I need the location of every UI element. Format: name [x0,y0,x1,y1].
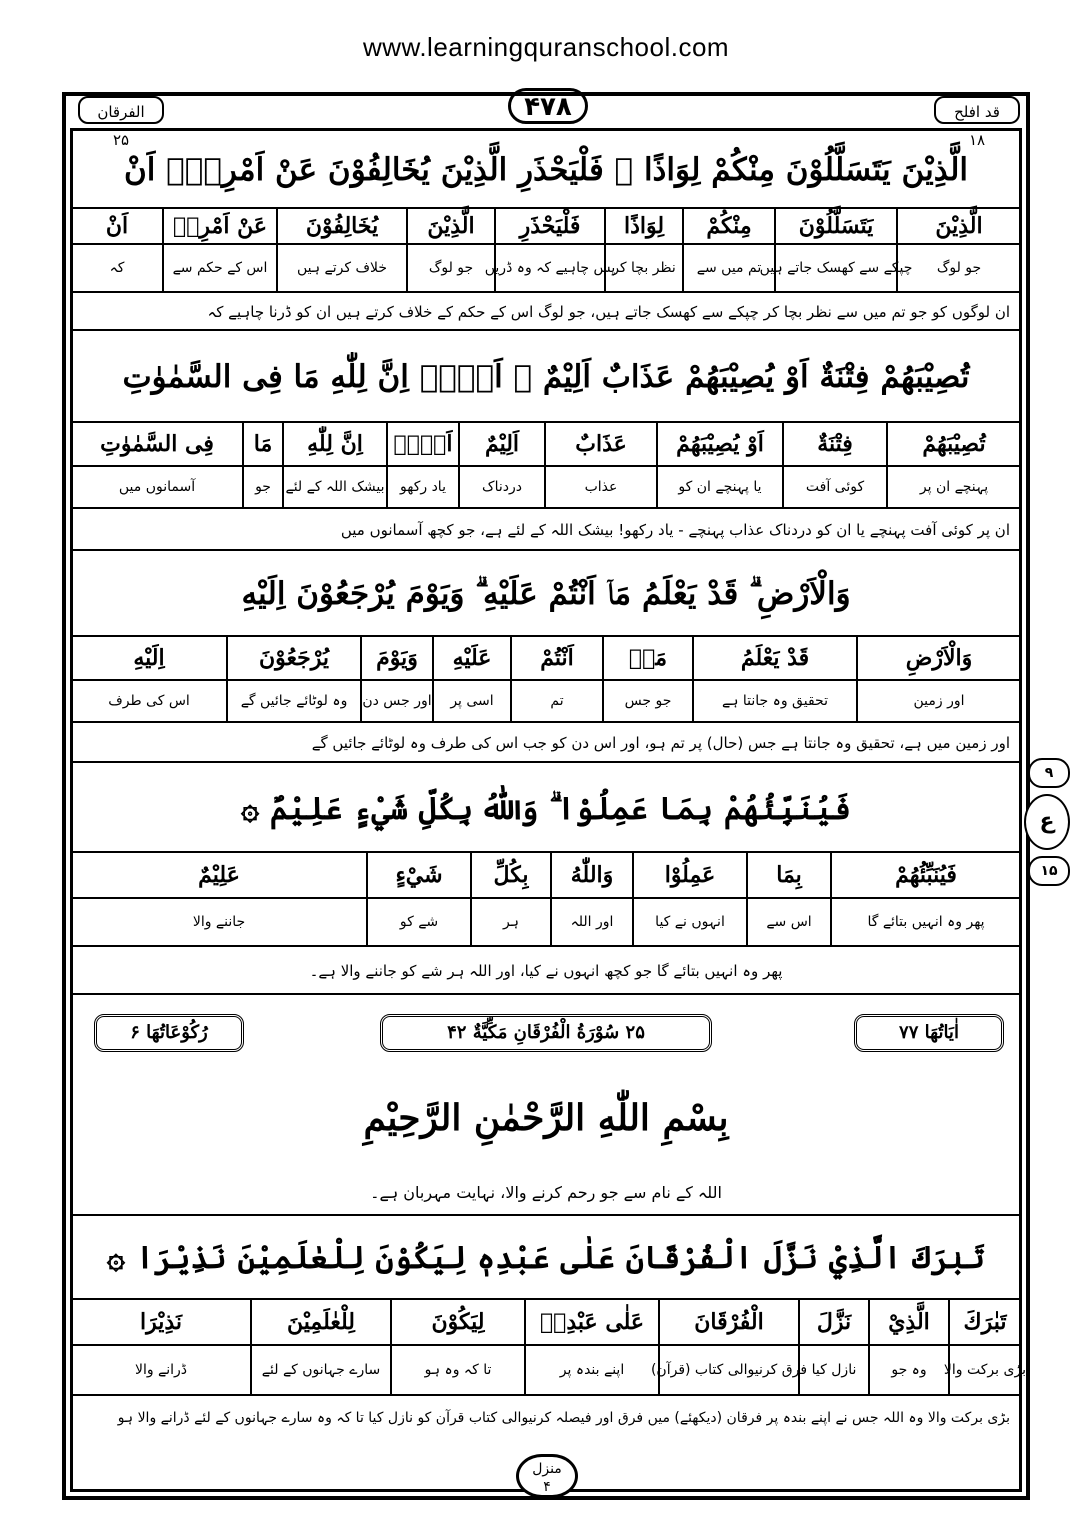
word-urdu: اس سے [746,899,830,945]
word-arabic-row [72,423,1020,467]
word-arabic: فَلْيَحْذَرِ [494,209,604,243]
urdu-translation: ان لوگوں کو جو تم میں سے نظر بچا کر چپکے سے کھسک جاتے ہیں، جو لوگ اس کے حکم کے خلاف کرتے ہیں ان کو ڈرنا چاہیے کہ [72,293,1020,331]
word-arabic: يَتَسَلَّلُوْنَ [774,209,896,243]
word-urdu: نظر بچا کر [604,245,682,291]
word-arabic: مِنْكُمْ [682,209,774,243]
word-arabic: اِنَّ لِلّٰهِ [282,423,386,465]
word-arabic: مَا [242,423,282,465]
word-urdu: ڈرانے والا [134,1362,188,1378]
word-urdu: شے کو [366,899,470,945]
word-urdu: خلاف کرتے ہیں [276,245,406,291]
word-arabic: قَدْ يَعْلَمُ [692,637,856,679]
word-arabic: فِتْنَةٌ [782,423,886,465]
word-urdu: نازل کیا [798,1346,868,1394]
word-arabic: لِوَاذًا [604,209,682,243]
word-arabic: عَذَابٌ [544,423,656,465]
word-urdu: اور اللہ [550,899,632,945]
word-urdu: دردناک [458,467,544,507]
word-urdu: بڑی برکت والا [948,1346,1020,1394]
word-urdu: چپکے سے کھسک جاتے ہیں [774,245,896,291]
word-arabic: بِمَا [746,853,830,897]
bismillah-translation: اللہ کے نام سے جو رحم کرنے والا، نہایت مہربان ہے۔ [370,1183,722,1202]
word-arabic: نَذِيْرَا [139,1309,183,1335]
word-urdu: وہ جو [868,1346,948,1394]
word-urdu: جاننے والا [192,914,246,930]
ruku-marker-bottom: ۱۵ [1028,856,1070,886]
word-urdu: تا کہ وہ ہو [390,1346,524,1394]
word-arabic: عَلَيْهِ [432,637,510,679]
word-arabic: عَلٰى عَبْدِهٖ [524,1300,658,1344]
word-urdu: فرق کرنیوالی کتاب (قرآن) [658,1346,798,1394]
word-urdu: تم میں سے [682,245,774,291]
word-arabic: عَلِيْمٌ [198,862,240,888]
word-urdu: یاد رکھو [386,467,458,507]
word-arabic-row [72,1300,1020,1346]
word-urdu: یا پہنچے ان کو [656,467,782,507]
word-arabic: لِيَكُوْنَ [390,1300,524,1344]
urdu-translation: ان پر کوئی آفت پہنچے یا ان کو دردناک عذاب پہنچے - یاد رکھو! بیشک اللہ کے لئے ہے، جو کچھ آسمانوں میں [72,509,1020,551]
word-urdu-row [72,245,1020,293]
word-arabic: اَلَاۤ [386,423,458,465]
word-arabic-row [72,637,1020,681]
word-arabic: بِكُلِّ [470,853,550,897]
word-arabic: الَّذِيْنَ [896,209,1020,243]
word-urdu: اسی پر [432,681,510,721]
word-urdu: وہ لوٹائے جائیں گے [226,681,360,721]
word-arabic: وَاللّٰهُ [550,853,632,897]
surah-title-cartouche: ۲۵ سُوْرَةُ الْفُرْقَانِ مَكِّيَّةٌ ۴۲ [380,1014,712,1052]
verse-block-4 [72,765,1020,995]
surah-name-label: الفرقان ۲۵ [78,96,164,124]
word-urdu: پھر وہ انہیں بتائے گا [830,899,1020,945]
ruku-marker-top: ۹ [1028,758,1070,788]
word-urdu: تم [510,681,602,721]
word-arabic: تَبٰرَكَ [948,1300,1020,1344]
manzil-marker [516,1454,578,1498]
word-arabic: اَنْتُمْ [510,637,602,679]
word-arabic: اِلَيْهِ [133,645,165,671]
word-urdu: جو [242,467,282,507]
arabic-verse-line: وَالْاَرْضِ ۗ قَدْ يَعْلَمُ مَاۤ اَنْتُمْ عَلَيْهِ ۗ وَيَوْمَ يُرْجَعُوْنَ اِلَيْهِ [72,551,1020,637]
word-urdu: کوئی آفت [782,467,886,507]
word-arabic: نَزَّلَ [798,1300,868,1344]
word-urdu: اس کی طرف [108,693,190,709]
site-url[interactable]: www.learningquranschool.com [362,32,730,62]
word-arabic: وَيَوْمَ [360,637,432,679]
word-arabic: مَاۤ [602,637,692,679]
urdu-translation: بڑی برکت والا وہ اللہ جس نے اپنے بندہ پر فرقان (دیکھئے) میں فرق اور فیصلہ کرنیوالی کتاب قرآن کو نازل کیا تا کہ وہ سارے جہانوں کے لئے ڈرانے والا ہو [117,1410,1010,1426]
word-arabic-row [72,209,1020,245]
arabic-verse-line: تُصِيْبَهُمْ فِتْنَةٌ اَوْ يُصِيْبَهُمْ عَذَابٌ اَلِيْمٌ ۞ اَلَاۤ اِنَّ لِلّٰهِ مَا فِى السَّمٰوٰتِ [72,331,1020,423]
word-urdu-row [72,1346,1027,1396]
word-urdu: جو جس [602,681,692,721]
word-arabic: وَالْاَرْضِ [856,637,1020,679]
verse-block-3 [72,551,1020,763]
word-urdu: بیشک اللہ کے لئے [282,467,386,507]
word-urdu: انہوں نے کیا [632,899,746,945]
word-urdu: اس کے حکم سے [162,245,276,291]
verse-block-2 [72,331,1020,551]
word-arabic: اَلِيْمٌ [458,423,544,465]
verse-block-5 [72,1216,1027,1440]
word-arabic: الَّذِيْ [868,1300,948,1344]
urdu-translation: اور زمین میں ہے، تحقیق وہ جانتا ہے جس (حال) پر تم ہو، اور اس دن کو جب اس کی طرف وہ لوٹائے جائیں گے [72,723,1020,763]
word-arabic: يُخَالِفُوْنَ [276,209,406,243]
page-number: ۴۷۸ [508,88,588,124]
word-urdu: کہ [109,260,125,276]
word-urdu: عذاب [544,467,656,507]
word-arabic: فَيُنَبِّئُهُمْ [830,853,1020,897]
word-arabic: اَوْ يُصِيْبَهُمْ [656,423,782,465]
manzil-label: منزل [532,1461,562,1477]
juz-name-label: قد افلح ۱۸ [934,96,1020,124]
surah-ruku-count: رُكُوْعَاتُهَا ۶ [94,1014,244,1052]
word-urdu: جو لوگ [896,245,1020,291]
word-urdu: سارے جہانوں کے لئے [250,1346,390,1394]
word-urdu-row [72,681,1020,723]
urdu-translation: پھر وہ انہیں بتائے گا جو کچھ انہوں نے کیا، اور اللہ ہر شے کو جاننے والا ہے۔ [72,947,1020,995]
word-arabic: اَنْ [105,213,129,239]
word-arabic: لِلْعٰلَمِيْنَ [250,1300,390,1344]
arabic-verse-line: الَّذِيْنَ يَتَسَلَّلُوْنَ مِنْكُمْ لِوَاذًا ۚ فَلْيَحْذَرِ الَّذِيْنَ يُخَالِفُوْنَ عَنْ اَمْرِهٖۤ اَنْ [72,131,1020,209]
ruku-marker-middle: ع [1024,794,1070,850]
word-arabic: عَمِلُوْا [632,853,746,897]
arabic-verse-line: فَيُنَبِّئُهُمْ بِمَا عَمِلُوْا ۗ وَاللّٰهُ بِكُلِّ شَيْءٍ عَلِيْمٌ ۞ [72,765,1020,853]
word-urdu: تحقیق وہ جانتا ہے [692,681,856,721]
word-urdu: پہنچے ان پر [886,467,1020,507]
word-arabic: فِى السَّمٰوٰتِ [100,431,214,457]
word-arabic: عَنْ اَمْرِهٖ [162,209,276,243]
surah-ayat-count: اٰيَاتُهَا ۷۷ [854,1014,1004,1052]
word-urdu: اور جس دن [360,681,432,721]
word-urdu: پس چاہیے کہ وہ ڈریں [494,245,604,291]
word-urdu: اور زمین [856,681,1020,721]
word-arabic: الْفُرْقَانَ [658,1300,798,1344]
manzil-number: ۴ [543,1479,551,1495]
word-urdu: ہر [470,899,550,945]
word-arabic-row [72,853,1020,899]
word-urdu: آسمانوں میں [118,479,196,495]
arabic-verse-line: تَبٰرَكَ الَّذِيْ نَزَّلَ الْفُرْقَانَ عَلٰى عَبْدِهٖ لِيَكُوْنَ لِلْعٰلَمِيْنَ نَذِيْرَا ۞ [72,1216,1020,1300]
verse-block-1 [72,131,1020,331]
word-urdu: جو لوگ [406,245,494,291]
word-arabic: شَيْءٍ [366,853,470,897]
word-arabic: تُصِيْبَهُمْ [886,423,1020,465]
word-urdu-row [72,467,1020,509]
word-arabic: يُرْجَعُوْنَ [226,637,360,679]
word-arabic: الَّذِيْنَ [406,209,494,243]
word-urdu-row [72,899,1020,947]
bismillah: بِسْمِ اللّٰهِ الرَّحْمٰنِ الرَّحِيْمِ [363,1097,729,1139]
word-urdu: اپنے بندہ پر [524,1346,658,1394]
